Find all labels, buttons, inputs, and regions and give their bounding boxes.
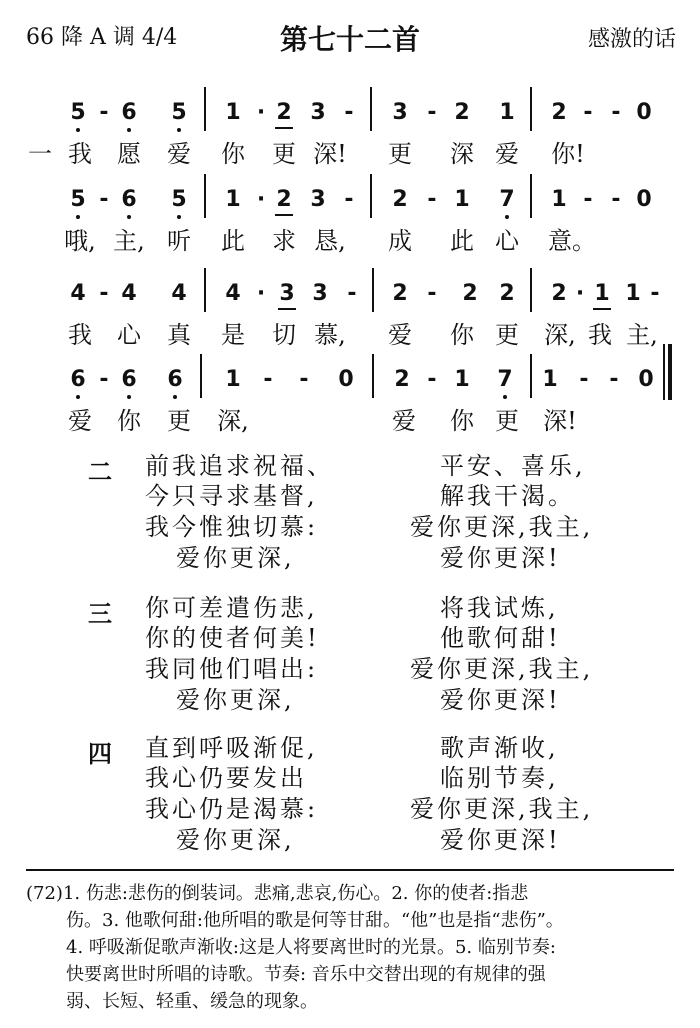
lyric: 切 [272,321,296,349]
lyric: 成 [388,227,412,255]
note: 1 [499,100,515,125]
note: 1 [625,281,641,306]
footnote [26,880,676,1015]
note: 2 [462,281,478,306]
lyric: 哦, [64,227,96,255]
verse-number: 三 [88,599,112,628]
note: - [344,100,354,125]
note: - [344,187,354,212]
barline [370,87,372,131]
lyric: 更 [167,407,191,435]
lyric: 深, [544,321,576,349]
hymn-number-key-time: 66 降 A 调 4/4 [26,25,178,50]
verse-line: 歌声渐收, [440,734,559,762]
verse-number: 二 [88,457,112,486]
lyric: 主, [113,227,145,255]
verse-line: 我同他们唱出: [145,655,319,683]
note: 3 [392,100,408,125]
note: 0 [638,367,654,392]
lyric: 我 [68,321,92,349]
note: 1 [542,367,558,392]
verse-line: 将我试炼, [440,594,559,622]
lyric: 深! [543,407,577,435]
note: - [427,281,437,306]
low-octave-dot [127,395,131,399]
note: 1 [225,367,241,392]
note: 2 [454,100,470,125]
verse-line: 我心仍是渴慕: [145,795,319,823]
note: 3 [310,187,326,212]
note: - [347,281,357,306]
note: 6 [70,367,86,392]
verse-line: 今只寻求基督, [145,482,318,510]
low-octave-dot [76,128,80,132]
note: 2 [392,187,408,212]
final-barline-thin [663,344,665,400]
barline [530,87,532,131]
lyric: 你 [450,321,474,349]
note: - [99,187,109,212]
barline [372,268,374,312]
barline [204,268,206,312]
hymn-subtitle: 感激的话 [587,27,676,52]
lyric: 爱 [392,407,416,435]
note: 1 [594,281,610,306]
lyric: 你 [221,140,245,168]
lyric: 求 [272,227,296,255]
verse-line: 他歌何甜! [440,624,561,652]
verse-line: 临别节奏, [440,764,559,792]
lyric: 此 [450,227,474,255]
note: - [99,367,109,392]
lyric: 更 [388,140,412,168]
underline [275,127,293,129]
verse-line: 爱你更深,我主, [410,513,594,541]
verse-line: 爱你更深! [440,826,561,854]
note: 3 [279,281,295,306]
note: 6 [121,187,137,212]
footnote-line: 弱、长短、轻重、缓急的现象。 [66,991,318,1012]
note: 7 [499,187,515,212]
low-octave-dot [76,215,80,219]
verse-line: 解我干渴。 [440,482,575,510]
lyric: 你 [117,407,141,435]
lyric: 听 [167,227,191,255]
note: 6 [167,367,183,392]
footnote-line: 4. 呼吸渐促歌声渐收:这是人将要离世时的光景。5. 临别节奏: [66,937,556,958]
lyric: 你 [450,407,474,435]
verse-line: 直到呼吸渐促, [145,734,318,762]
note: 3 [312,281,328,306]
note: 2 [394,367,410,392]
note: 1 [551,187,567,212]
lyric: 深! [313,140,347,168]
lyric: 真 [167,321,191,349]
note: 1 [225,187,241,212]
verse-line: 爱你更深! [440,686,561,714]
final-barline-thick [668,344,672,400]
barline [530,268,532,312]
low-octave-dot [127,215,131,219]
lyric: 此 [221,227,245,255]
lyric: 一 [28,140,52,168]
lyric: 爱 [495,140,519,168]
lyric: 我 [68,140,92,168]
barline [530,174,532,218]
low-octave-dot [127,128,131,132]
footnote-line: 快要离世时所唱的诗歌。节奏: 音乐中交替出现的有规律的强 [66,964,546,985]
barline [204,174,206,218]
note: 2 [551,281,567,306]
note: - [611,100,621,125]
low-octave-dot [177,128,181,132]
low-octave-dot [503,395,507,399]
verse-line: 爱你更深,我主, [410,655,594,683]
barline [530,354,532,398]
lyric: 慕, [314,321,346,349]
note: 2 [392,281,408,306]
lyric: 爱 [388,321,412,349]
note: - [650,281,660,306]
footnote-line: (72)1. 伤悲:悲伤的倒装词。悲痛,悲哀,伤心。2. 你的使者:指悲 [26,883,529,904]
note: - [427,187,437,212]
note: - [579,367,589,392]
verse-line: 爱你更深! [440,544,561,572]
low-octave-dot [505,215,509,219]
note: 5 [70,187,86,212]
low-octave-dot [177,215,181,219]
note: 5 [70,100,86,125]
note: 4 [121,281,137,306]
lyric: 愿 [117,140,141,168]
low-octave-dot [76,395,80,399]
note: 5 [171,100,187,125]
verse-line: 爱你更深, [176,826,295,854]
note: 3 [310,100,326,125]
verse-line: 平安、喜乐, [440,452,586,480]
note: - [299,367,309,392]
note: 6 [121,367,137,392]
barline [204,87,206,131]
note: 4 [225,281,241,306]
note: 1 [225,100,241,125]
lyric: 我 [588,321,612,349]
lyric: 是 [221,321,245,349]
underline [593,308,611,310]
note: 2 [499,281,515,306]
note: 5 [171,187,187,212]
lyric: 你! [551,140,585,168]
footnote-divider [26,869,674,871]
lyric: 更 [495,407,519,435]
note: 1 [454,367,470,392]
underline [278,308,296,310]
note: - [427,100,437,125]
note: · [256,281,266,306]
verse-line: 我今惟独切慕: [145,513,319,541]
low-octave-dot [173,395,177,399]
note: 7 [497,367,513,392]
lyric: 心 [495,227,519,255]
barline [372,354,374,398]
note: - [427,367,437,392]
note: - [263,367,273,392]
verse-line: 爱你更深,我主, [410,795,594,823]
note: · [575,281,585,306]
lyric: 主, [626,321,658,349]
verse-line: 前我追求祝福、 [145,452,334,480]
lyric: 意。 [548,227,596,255]
note: - [611,187,621,212]
note: · [256,100,266,125]
note: - [609,367,619,392]
lyric: 爱 [167,140,191,168]
lyric: 深 [450,140,474,168]
note: 0 [636,187,652,212]
lyric: 更 [495,321,519,349]
verse-line: 爱你更深, [176,544,295,572]
note: 4 [171,281,187,306]
note: 4 [70,281,86,306]
hymn-title: 第七十二首 [279,23,420,56]
note: · [256,187,266,212]
lyric: 爱 [68,407,92,435]
verse-line: 我心仍要发出 [145,764,307,792]
note: 0 [338,367,354,392]
note: - [99,281,109,306]
note: - [583,100,593,125]
footnote-line: 伤。3. 他歌何甜:他所唱的歌是何等甘甜。“他”也是指“悲伤”。 [66,910,564,931]
verse-line: 爱你更深, [176,686,295,714]
barline [200,354,202,398]
note: 6 [121,100,137,125]
note: 1 [454,187,470,212]
underline [275,214,293,216]
lyric: 心 [117,321,141,349]
verse-line: 你的使者何美! [145,624,320,652]
barline [370,174,372,218]
lyric: 恳, [314,227,346,255]
note: 2 [276,100,292,125]
lyric: 深, [217,407,249,435]
verse-line: 你可差遣伤悲, [145,594,318,622]
note: - [99,100,109,125]
note: 2 [276,187,292,212]
note: 2 [551,100,567,125]
verse-number: 四 [88,739,112,768]
note: - [583,187,593,212]
note: 0 [636,100,652,125]
lyric: 更 [272,140,296,168]
